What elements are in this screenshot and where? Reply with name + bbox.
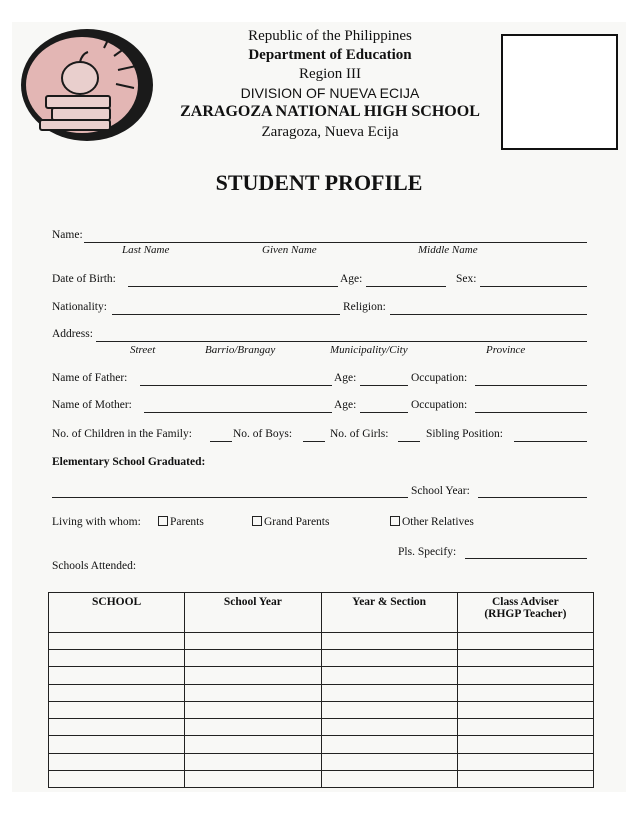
table-header-row (49, 593, 594, 633)
class-adviser-label: Class Adviser (491, 596, 559, 608)
father-age-line[interactable] (360, 385, 408, 386)
girls-line[interactable] (398, 441, 420, 442)
province-label: Province (486, 344, 526, 356)
boys-line[interactable] (303, 441, 325, 442)
other-relatives-label: Other Relatives (402, 516, 474, 528)
municipality-label: Municipality/City (330, 344, 408, 356)
table-row (49, 650, 594, 667)
sex-line[interactable] (480, 286, 587, 287)
given-name-label: Given Name (262, 244, 317, 256)
table-row (49, 770, 594, 787)
grand-parents-option[interactable] (252, 516, 329, 528)
grand-parents-checkbox[interactable] (252, 516, 262, 526)
religion-line[interactable] (390, 314, 587, 315)
street-label: Street (130, 344, 156, 356)
children-line[interactable] (210, 441, 232, 442)
schools-attended-label: Schools Attended: (52, 560, 137, 572)
sex-label: Sex: (456, 273, 477, 285)
barrio-label: Barrio/Brangay (205, 344, 276, 356)
header-line-5: ZARAGOZA NATIONAL HIGH SCHOOL (180, 103, 480, 120)
table-row (49, 633, 594, 650)
table-row (49, 701, 594, 718)
father-label: Name of Father: (52, 372, 128, 384)
school-year-line[interactable] (478, 497, 587, 498)
header-line-3: Region III (298, 66, 362, 82)
address-label: Address: (52, 328, 93, 340)
col-school-year: School Year (185, 593, 321, 633)
mother-age-label: Age: (334, 399, 357, 411)
mother-line[interactable] (144, 412, 332, 413)
sibling-label: Sibling Position: (426, 428, 504, 440)
schools-table (48, 592, 594, 788)
parents-label: Parents (170, 516, 204, 528)
father-age-label: Age: (334, 372, 357, 384)
father-line[interactable] (140, 385, 332, 386)
col-school: SCHOOL (49, 593, 185, 633)
boys-label: No. of Boys: (233, 428, 293, 440)
school-logo (18, 26, 156, 144)
pls-specify-label: Pls. Specify: (398, 546, 457, 558)
header-line-1: Republic of the Philippines (248, 28, 412, 44)
pls-specify-line[interactable] (465, 558, 587, 559)
grand-parents-label: Grand Parents (264, 516, 330, 528)
age-label: Age: (340, 273, 363, 285)
children-label: No. of Children in the Family: (52, 428, 192, 440)
header-line-4: DIVISION OF NUEVA ECIJA (240, 85, 420, 101)
girls-label: No. of Girls: (330, 428, 389, 440)
name-label: Name: (52, 229, 83, 241)
school-year-label: School Year: (411, 485, 470, 497)
rhgp-teacher-label: (RHGP Teacher) (484, 608, 567, 620)
father-occupation-line[interactable] (475, 385, 587, 386)
page-title: STUDENT PROFILE (215, 170, 423, 195)
table-row (49, 736, 594, 753)
dob-line[interactable] (128, 286, 338, 287)
sibling-line[interactable] (514, 441, 587, 442)
header-line-6: Zaragoza, Nueva Ecija (261, 124, 399, 140)
parents-checkbox[interactable] (158, 516, 168, 526)
other-relatives-option[interactable] (390, 516, 474, 528)
table-row (49, 667, 594, 684)
table-row (49, 753, 594, 770)
nationality-label: Nationality: (52, 301, 107, 313)
nationality-line[interactable] (112, 314, 340, 315)
header-line-2: Department of Education (248, 47, 412, 63)
living-with-label: Living with whom: (52, 516, 141, 528)
photo-box[interactable] (501, 34, 618, 150)
age-line[interactable] (366, 286, 446, 287)
table-row (49, 719, 594, 736)
address-line[interactable] (96, 341, 587, 342)
name-line[interactable] (84, 242, 587, 243)
mother-occupation-line[interactable] (475, 412, 587, 413)
mother-age-line[interactable] (360, 412, 408, 413)
table-row (49, 684, 594, 701)
dob-label: Date of Birth: (52, 273, 116, 285)
mother-label: Name of Mother: (52, 399, 132, 411)
father-occupation-label: Occupation: (411, 372, 468, 384)
last-name-label: Last Name (122, 244, 170, 256)
col-class-adviser (457, 593, 593, 633)
middle-name-label: Middle Name (418, 244, 478, 256)
other-relatives-checkbox[interactable] (390, 516, 400, 526)
col-year-section: Year & Section (321, 593, 457, 633)
religion-label: Religion: (343, 301, 386, 313)
elementary-label: Elementary School Graduated: (52, 456, 206, 468)
mother-occupation-label: Occupation: (411, 399, 468, 411)
parents-option[interactable] (158, 516, 204, 528)
elementary-line[interactable] (52, 497, 408, 498)
